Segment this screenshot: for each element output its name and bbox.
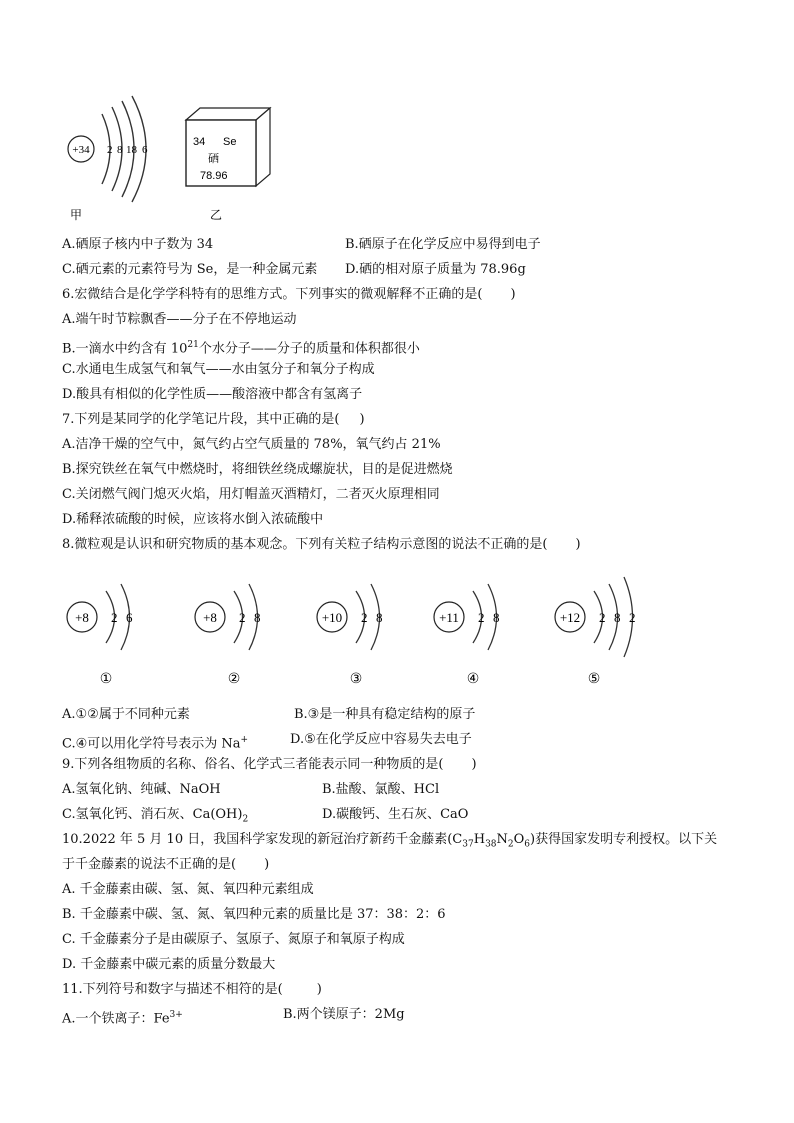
q5-option-a: A.硒原子核内中子数为 34: [62, 237, 214, 252]
particle-label: ②: [227, 671, 241, 687]
particle-label: ⑤: [587, 671, 601, 687]
selenium-figure: [60, 92, 300, 222]
figure-label-jia: 甲: [70, 208, 83, 222]
particle-diagram-4: [434, 584, 500, 687]
q5-option-b: B.硒原子在化学反应中易得到电子: [345, 237, 541, 252]
q8-stem: 8.微粒观是认识和研究物质的基本观念。下列有关粒子结构示意图的说法不正确的是( ): [62, 537, 581, 552]
shell-electron-count: 2: [629, 610, 636, 625]
shell-electron-count: 8: [493, 610, 500, 625]
q11-option-a: A.一个铁离子：$Fe^{3+}$: [62, 1010, 183, 1027]
shell-electron-count: 2: [111, 610, 118, 625]
q8-option-d: D.⑤在化学反应中容易失去电子: [290, 732, 472, 747]
particle-diagram-3: [317, 584, 383, 687]
shell-4-count: 6: [142, 144, 148, 156]
q5-option-c: C.硒元素的元素符号为 Se，是一种金属元素: [62, 262, 318, 277]
q9-option-b: B.盐酸、氯酸、HCl: [322, 782, 440, 797]
shell-electron-count: 8: [376, 610, 383, 625]
nucleus-charge: +8: [75, 610, 89, 625]
q7-stem: 7.下列是某同学的化学笔记片段，其中正确的是( ): [62, 412, 365, 427]
element-symbol: Se: [223, 136, 237, 148]
q8-option-c: C.④可以用化学符号表示为 Na+: [62, 735, 249, 752]
atomic-number: 34: [193, 136, 206, 148]
q7-option-b: B.探究铁丝在氧气中燃烧时，将细铁丝绕成螺旋状，目的是促进燃烧: [62, 462, 453, 477]
particle-diagram-1: [67, 584, 133, 687]
nucleus-charge: +10: [321, 610, 343, 625]
q10-option-c: C. 千金藤素分子是由碳原子、氢原子、氮原子和氧原子构成: [62, 932, 405, 947]
shell-1-count: 2: [107, 144, 113, 156]
q8-option-a: A.①②属于不同种元素: [62, 707, 190, 722]
q7-option-c: C.关闭燃气阀门熄灭火焰，用灯帽盖灭酒精灯，二者灭火原理相同: [62, 487, 440, 502]
q6-option-b: B.一滴水中约含有 $10^{21}$个水分子——分子的质量和体积都很小: [62, 340, 420, 357]
q5-option-d: D.硒的相对原子质量为 78.96g: [345, 262, 526, 277]
shell-electron-count: 2: [599, 610, 606, 625]
q10-option-a: A. 千金藤素由碳、氢、氮、氧四种元素组成: [62, 882, 314, 897]
q6-option-d: D.酸具有相似的化学性质——酸溶液中都含有氢离子: [62, 387, 363, 402]
element-name: 硒: [208, 152, 219, 165]
particle-label: ①: [99, 671, 113, 687]
q10-stem-line1: 10.2022 年 5 月 10 日，我国科学家发现的新冠治疗新药千金藤素$(C_{37}H_{38}N_2O_6)$获得国家发明专利授权。以下关: [62, 832, 718, 850]
q11-option-b: B.两个镁原子：2Mg: [283, 1007, 405, 1022]
particle-diagrams: [60, 565, 700, 695]
shell-electron-count: 2: [478, 610, 485, 625]
q6-option-c: C.水通电生成氢气和氧气——水由氢分子和氧分子构成: [62, 362, 375, 377]
shell-electron-count: 8: [614, 610, 621, 625]
q10-option-d: D. 千金藤素中碳元素的质量分数最大: [62, 957, 276, 972]
nucleus-charge: +8: [203, 610, 217, 625]
q9-option-c: C.氢氧化钙、消石灰、$Ca(OH)_2$: [62, 807, 249, 825]
q11-stem: 11.下列符号和数字与描述不相符的是( ): [62, 982, 322, 997]
particle-label: ③: [349, 671, 363, 687]
particle-label: ④: [466, 671, 480, 687]
q9-option-a: A.氢氧化钠、纯碱、NaOH: [62, 782, 221, 797]
q10-stem-line2: 于千金藤素的说法不正确的是( ): [62, 857, 270, 872]
particle-diagram-2: [195, 584, 261, 687]
atomic-mass: 78.96: [200, 170, 228, 182]
shell-3-count: 18: [126, 144, 137, 156]
q10-option-b: B. 千金藤素中碳、氢、氮、氧四种元素的质量比是 37：38：2：6: [62, 907, 446, 922]
q8-option-b: B.③是一种具有稳定结构的原子: [294, 707, 476, 722]
shell-2-count: 8: [117, 144, 123, 156]
q7-option-d: D.稀释浓硫酸的时候，应该将水倒入浓硫酸中: [62, 512, 324, 527]
shell-electron-count: 6: [126, 610, 133, 625]
shell-electron-count: 2: [239, 610, 246, 625]
nucleus-charge: +11: [439, 610, 459, 625]
nucleus-charge: +34: [72, 144, 90, 156]
q9-stem: 9.下列各组物质的名称、俗名、化学式三者能表示同一种物质的是( ): [62, 757, 477, 772]
particle-diagram-5: [555, 577, 636, 687]
figure-label-yi: 乙: [210, 208, 223, 222]
q9-option-d: D.碳酸钙、生石灰、CaO: [322, 807, 469, 822]
q6-stem: 6.宏微结合是化学学科特有的思维方式。下列事实的微观解释不正确的是( ): [62, 287, 516, 302]
q6-option-a: A.端午时节粽飘香——分子在不停地运动: [62, 312, 297, 327]
nucleus-charge: +12: [559, 610, 581, 625]
shell-electron-count: 8: [254, 610, 261, 625]
shell-electron-count: 2: [361, 610, 368, 625]
q7-option-a: A.洁净干燥的空气中，氮气约占空气质量的 78%，氧气约占 21%: [62, 437, 441, 452]
